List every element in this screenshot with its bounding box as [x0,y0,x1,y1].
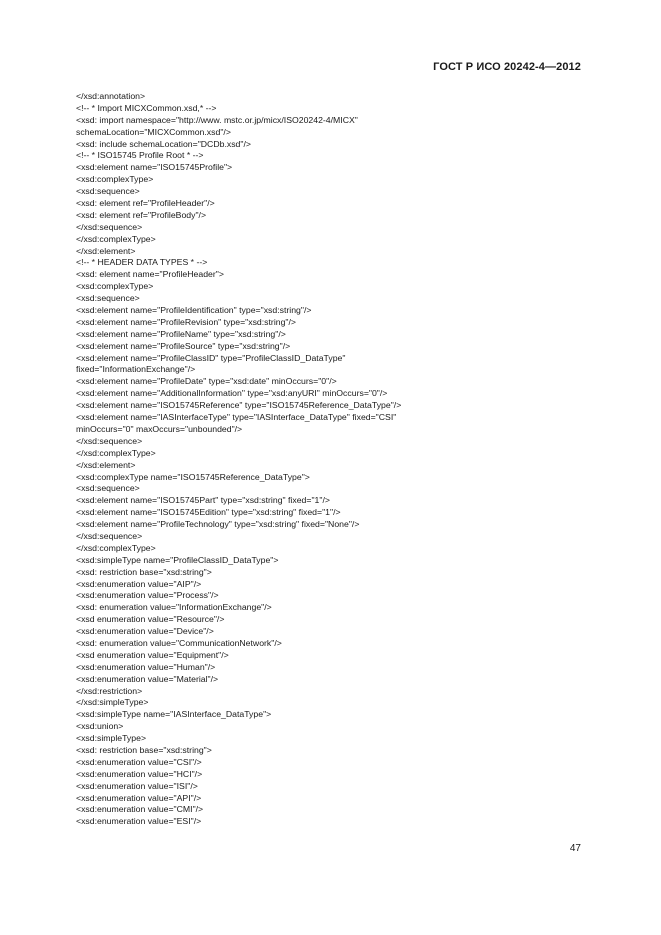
code-line: <xsd:union> [76,721,124,732]
code-line: <xsd:element name="ProfileRevision" type="xsd:string"/> [76,316,296,327]
code-line: <xsd: restriction base="xsd:string"> [76,744,212,755]
code-line: <xsd: include schemaLocation="DCDb.xsd"/> [76,138,251,149]
code-line: <xsd:element name="AdditionalInformation" type="xsd:anyURI" minOccurs="0"/> [76,388,388,399]
code-line: <xsd:sequence> [76,186,140,197]
code-line: <xsd:enumeration value="Device"/> [76,626,214,637]
page-number: 47 [569,843,581,854]
code-line: </xsd:element> [76,245,136,256]
code-line: <!-- * ISO15745 Profile Root * --> [76,150,204,161]
code-line: </xsd:annotation> [76,91,146,101]
code-line: <!-- * HEADER DATA TYPES * --> [76,257,208,268]
code-line: <xsd:element name="ProfileName" type="xsd:string"/> [76,328,286,339]
code-line: </xsd:sequence> [76,530,143,541]
code-line: <xsd:sequence> [76,483,140,494]
code-line: <xsd:enumeration value="Human"/> [76,661,216,672]
code-line: <xsd:enumeration value="CSI"/> [76,756,202,767]
code-line: <xsd:enumeration value="API"/> [76,792,202,803]
code-line: <!-- * Import MICXCommon.xsd,* --> [76,102,217,113]
code-line: </xsd:complexType> [76,233,156,244]
code-line: </xsd:complexType> [76,542,156,553]
code-line: </xsd:simpleType> [76,697,149,708]
code-line: <xsd:element name="ISO15745Edition" type="xsd:string" fixed="1"/> [76,507,341,518]
code-line: </xsd:restriction> [76,685,143,696]
code-line: <xsd: restriction base="xsd:string"> [76,566,212,577]
code-line: <xsd:enumeration value="Material"/> [76,673,219,684]
code-line: <xsd:enumeration value="HCI"/> [76,768,203,779]
code-line: <xsd:element name="ISO15745Part" type="xsd:string" fixed="1"/> [76,495,330,506]
code-line: <xsd: enumeration value="InformationExchange"/> [76,602,272,613]
code-line: <xsd:element name="IASInterfaceType" type="IASInterface_DataType" fixed="CSI" [76,412,397,423]
code-line: schemaLocation="MICXCommon.xsd"/> [76,126,231,137]
code-line: <xsd:element name="ISO15745Profile"> [76,162,233,173]
code-line: <xsd:sequence> [76,293,140,304]
code-line: <xsd: import namespace="http://www. mstc.or.jp/micx/ISO20242-4/MICX" [76,114,358,125]
code-line: <xsd:enumeration value="CMI"/> [76,804,204,815]
code-line: <xsd:element name="ProfileIdentification" type="xsd:string"/> [76,305,312,316]
code-line: <xsd:complexType> [76,281,154,292]
document-header [433,61,581,73]
code-line: <xsd:element name="ProfileSource" type="xsd:string"/> [76,340,291,351]
code-line: <xsd:enumeration value="ESI"/> [76,816,202,827]
xsd-code-listing [76,91,586,828]
code-line: <xsd:simpleType name="IASInterface_DataType"> [76,709,272,720]
code-line: </xsd:element> [76,459,136,470]
code-line: <xsd: element name="ProfileHeader"> [76,269,224,280]
code-line: <xsd:complexType name="ISO15745Reference_DataType"> [76,471,310,482]
code-line: <xsd: element ref="ProfileBody"/> [76,209,207,220]
code-line: <xsd:element name="ProfileTechnology" type="xsd:string" fixed="None"/> [76,519,360,530]
code-line: <xsd enumeration value="Resource"/> [76,614,225,625]
code-line: minOccurs="0" maxOccurs="unbounded"/> [76,423,243,434]
code-line: <xsd: element ref="ProfileHeader"/> [76,198,215,209]
code-line: <xsd:enumeration value="Process"/> [76,590,219,601]
code-line: <xsd:element name="ProfileDate" type="xsd:date" minOccurs="0"/> [76,376,337,387]
code-line: <xsd: enumeration value="CommunicationNetwork"/> [76,637,282,648]
code-line: <xsd:simpleType name="ProfileClassID_DataType"> [76,554,279,565]
code-line: <xsd:complexType> [76,174,154,185]
code-line: <xsd:enumeration value="ISI"/> [76,780,198,791]
code-line: <xsd:element name="ProfileClassID" type="ProfileClassID_DataType" [76,352,346,363]
code-line: <xsd:element name="ISO15745Reference" type="ISO15745Reference_DataType"/> [76,400,402,411]
code-line: </xsd:complexType> [76,447,156,458]
standard-id: ГОСТ Р ИСО 20242-4—2012 [433,61,581,73]
code-line: </xsd:sequence> [76,221,143,232]
code-line: <xsd:enumeration value="AIP"/> [76,578,202,589]
code-line: <xsd enumeration value="Equipment"/> [76,649,229,660]
code-line: <xsd:simpleType> [76,733,147,744]
code-line: </xsd:sequence> [76,435,143,446]
code-line: fixed="InformationExchange"/> [76,364,196,375]
